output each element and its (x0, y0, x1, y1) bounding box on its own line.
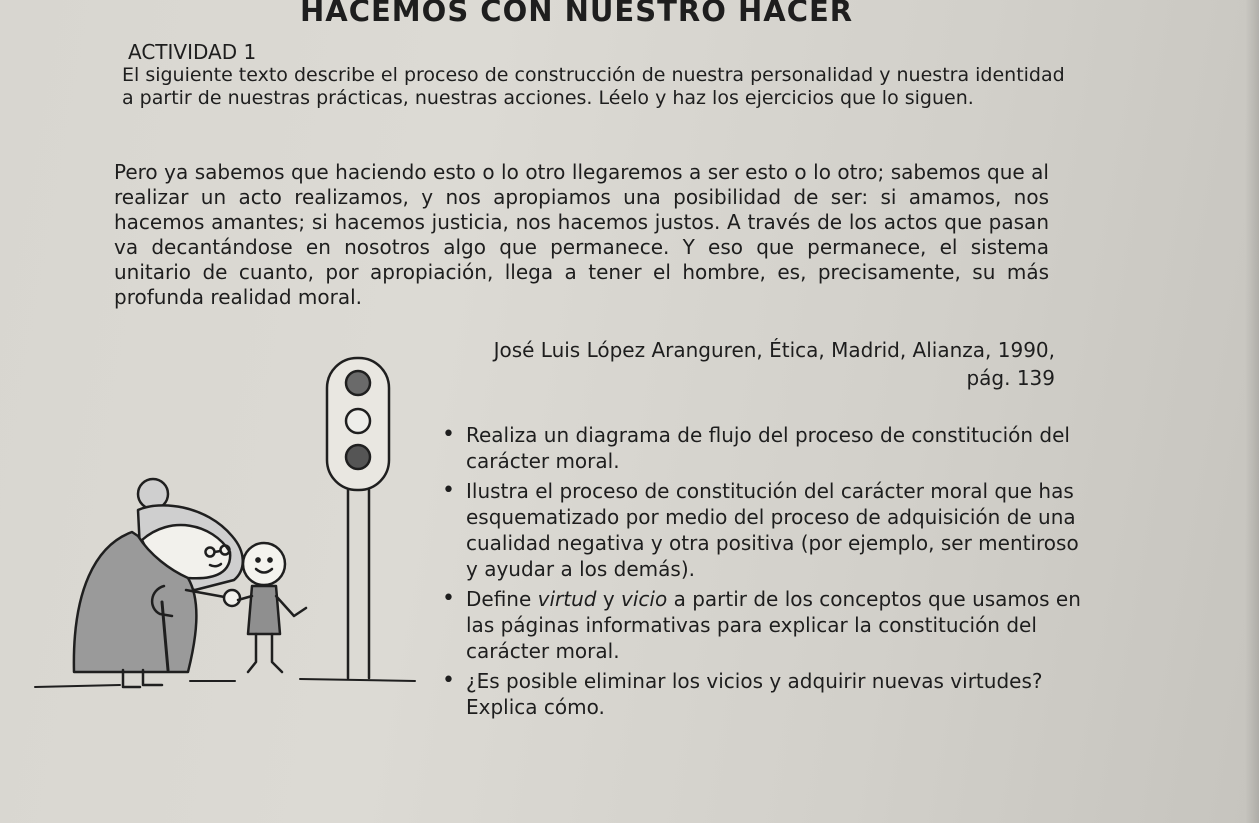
task-text: a partir de los conceptos que usamos en las páginas informativas para explicar la constitución del carácter moral. (466, 587, 1081, 663)
traffic-light-icon (327, 358, 389, 678)
activity-intro: El siguiente texto describe el proceso de construcción de nuestra personalidad y nuestra identidad a partir de nuestras prácticas, nuestras acciones. Léelo y haz los ejercicios que lo siguen. (122, 64, 1065, 109)
task-term-virtue: virtud (537, 587, 597, 611)
citation (485, 336, 1055, 392)
task-item (440, 586, 1090, 664)
task-item: • ¿Es posible eliminar los vicios y adquirir nuevas virtudes? Explica cómo. (440, 668, 1090, 720)
section-title: HACEMOS CON NUESTRO HACER (300, 0, 854, 28)
grandmother-figure-icon (74, 479, 243, 687)
page-edge-shadow (1245, 0, 1259, 823)
activity-label: ACTIVIDAD 1 (128, 40, 257, 64)
task-item: • Realiza un diagrama de flujo del proceso de constitución del carácter moral. (440, 422, 1090, 474)
citation-page: pág. 139 (966, 366, 1055, 390)
task-list (440, 422, 1090, 724)
citation-source: José Luis López Aranguren, Ética, Madrid, Alianza, 1990, (493, 338, 1055, 362)
task-text: Define (466, 587, 538, 611)
quote-text: Pero ya sabemos que haciendo esto o lo otro llegaremos a ser esto o lo otro; sabemos que al realizar un acto realizamos, y nos apropiamos una posibilidad de ser: si amamos, nos hacemos amantes; si hacemos justicia, nos hacemos justos. A través de los actos que pasan va decantándose en nosotros algo que permanece. Y eso que permanece, el sistema unitario de cuanto, por apropiación, llega a tener el hombre, es, precisamente, su más profunda realidad moral. (114, 160, 1049, 309)
task-text: y (596, 587, 622, 611)
task-item: • Ilustra el proceso de constitución del carácter moral que has esquematizado por medio del proceso de adquisición de una cualidad negativa y otra positiva (por ejemplo, ser mentiroso y ayudar a los demás). (440, 478, 1090, 582)
child-figure-icon (238, 543, 306, 672)
illustration-traffic-light-scene (20, 340, 440, 700)
task-term-vice: vicio (621, 587, 668, 611)
